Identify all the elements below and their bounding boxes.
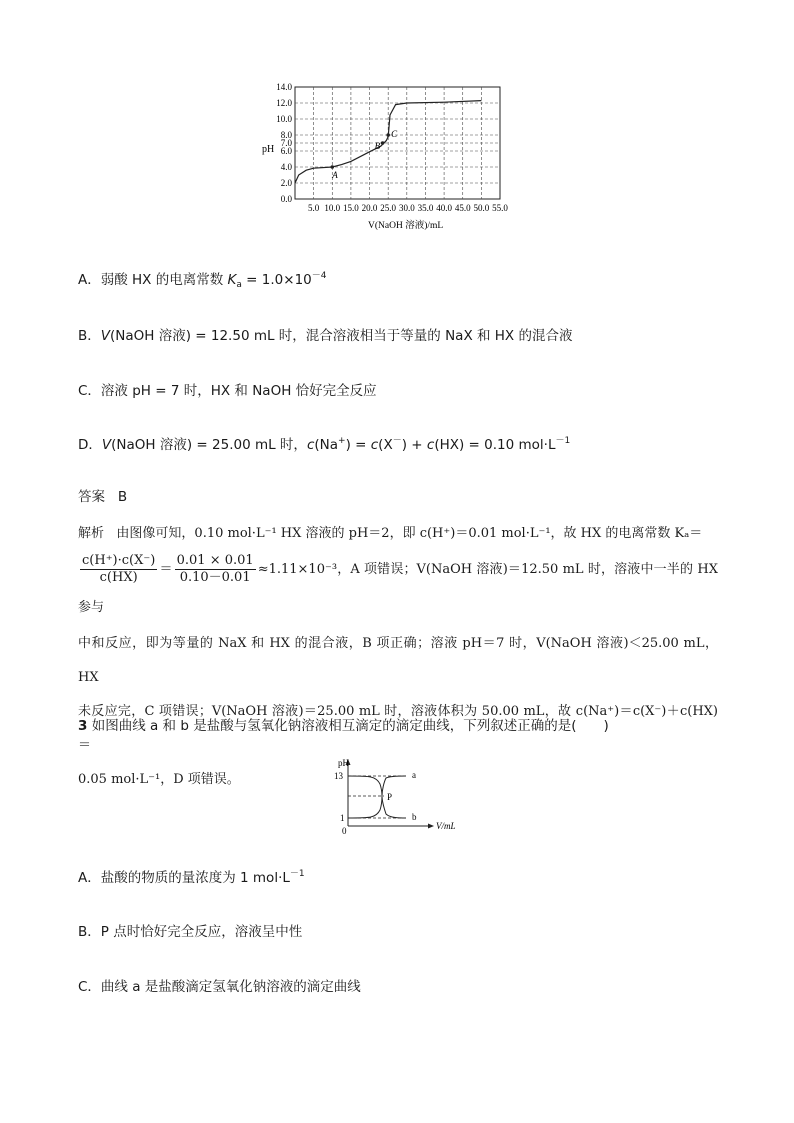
xlabel: V(NaOH 溶液)/mL [368, 221, 444, 231]
answer [78, 485, 127, 505]
tick-13: 13 [334, 771, 343, 781]
q3-option-b: B．P 点时恰好完全反应，溶液呈中性 [78, 924, 303, 940]
option-d-text: ) = [345, 437, 371, 453]
y-tick-label: 7.0 [280, 138, 292, 148]
point-label-c: C [391, 129, 398, 139]
x-tick-label: 30.0 [398, 203, 415, 213]
y-tick-label: 14.0 [276, 82, 292, 92]
x-tick-label: 55.0 [492, 203, 508, 213]
equals-sign: ＝ [159, 562, 173, 577]
x-tick-label: 35.0 [417, 203, 434, 213]
unit-exponent: －1 [555, 436, 571, 446]
point-label-b: B [374, 141, 381, 151]
y-tick-label: 0.0 [280, 194, 292, 204]
charge-sup: + [338, 436, 346, 446]
option-c: C．溶液 pH = 7 时，HX 和 NaOH 恰好完全反应 [78, 383, 377, 399]
volume-symbol: V [101, 437, 112, 453]
fraction-numerator: c(H⁺)·c(X⁻) [82, 553, 156, 568]
option-a-value: = 1.0×10 [241, 272, 312, 288]
xlabel: V/mL [436, 821, 456, 831]
y-tick-label: 2.0 [280, 178, 292, 188]
x-tick-label: 25.0 [380, 203, 397, 213]
analysis-line-4: 未反应完，C 项错误；V(NaOH 溶液)＝25.00 mL 时，溶液体积为 50.00 mL，故 c(Na⁺)＝c(X⁻)＋c(HX)＝ [78, 704, 718, 753]
fraction-numerator: 0.01 × 0.01 [176, 553, 254, 568]
curve-b-label: b [412, 812, 417, 822]
ylabel: pH [338, 758, 349, 768]
point-label-a: A [332, 170, 338, 180]
charge-sup: － [392, 436, 402, 446]
x-tick-label: 20.0 [361, 203, 378, 213]
titration-chart [250, 78, 550, 238]
analysis-line-5: 0.05 mol·L⁻¹，D 项错误。 [78, 772, 240, 787]
option-d-text: (NaOH 溶液) = 25.00 mL 时， [111, 437, 307, 453]
analysis-label: 解析 [78, 526, 105, 541]
option-b-prefix: B． [78, 328, 101, 344]
option-b [78, 324, 572, 344]
curve-a [348, 776, 406, 818]
q3-option-c: C．曲线 a 是盐酸滴定氢氧化钠溶液的滴定曲线 [78, 979, 361, 995]
option-a [78, 268, 326, 290]
y-tick-label: 4.0 [280, 162, 292, 172]
question-text: 如图曲线 a 和 b 是盐酸与氢氧化钠溶液相互滴定的滴定曲线，下列叙述正确的是( ) [87, 718, 609, 734]
option-d-text: (X [378, 437, 393, 453]
analysis-line-1 [78, 517, 718, 551]
ka-fraction [80, 553, 157, 586]
x-tick-label: 40.0 [436, 203, 452, 213]
volume-symbol: V [100, 328, 111, 344]
ka-symbol: K [227, 272, 237, 288]
titration-chart-ab [330, 756, 470, 836]
y-tick-label: 10.0 [276, 114, 292, 124]
option-d-text: (Na [314, 437, 339, 453]
option-b-text: (NaOH 溶液) = 12.50 mL 时，混合溶液相当于等量的 NaX 和 HX 的混合液 [110, 328, 573, 344]
conc-symbol: c [426, 437, 435, 453]
answer-value: B [117, 489, 128, 505]
analysis-line-3: 中和反应，即为等量的 NaX 和 HX 的混合液，B 项正确；溶液 pH＝7 时，V(NaOH 溶液)＜25.00 mL，HX [78, 636, 718, 685]
option-a-text: A．盐酸的物质的量浓度为 1 mol·L [78, 870, 290, 886]
point-c [386, 133, 390, 137]
option-d [78, 433, 570, 453]
conc-symbol: c [306, 437, 315, 453]
analysis-line-2 [78, 551, 718, 627]
analysis [78, 517, 718, 797]
y-tick-label: 8.0 [280, 130, 292, 140]
y-tick-label: 6.0 [280, 146, 292, 156]
point-b [381, 141, 385, 145]
origin-label: 0 [342, 826, 347, 836]
value-fraction [175, 553, 256, 586]
x-tick-label: 5.0 [308, 203, 320, 213]
ylabel-ph: pH [262, 144, 275, 155]
x-tick-label: 10.0 [324, 203, 341, 213]
option-d-text: ) + [401, 437, 427, 453]
x-tick-label: 15.0 [343, 203, 359, 213]
option-a-exponent: －4 [311, 271, 327, 281]
x-axis-arrow [428, 824, 434, 829]
point-p-label: P [387, 792, 393, 802]
ka-subscript: a [236, 280, 242, 290]
unit-exponent: －1 [289, 869, 305, 879]
x-tick-label: 50.0 [473, 203, 490, 213]
q3-option-a [78, 866, 305, 886]
option-d-prefix: D． [78, 437, 102, 453]
fraction-denominator: 0.10－0.01 [179, 570, 251, 585]
analysis-text: ≈1.11×10⁻³，A 项错误；V(NaOH 溶液)＝12.50 mL 时，溶液中一半的 HX 参与 [78, 562, 718, 615]
x-tick-label: 45.0 [454, 203, 471, 213]
curve-b [348, 776, 406, 818]
tick-1: 1 [340, 813, 345, 823]
point-a [330, 165, 334, 169]
question-3-stem [78, 714, 609, 734]
answer-label: 答案 [78, 489, 105, 505]
conc-symbol: c [370, 437, 379, 453]
option-a-text: A．弱酸 HX 的电离常数 [78, 272, 228, 288]
curve-a-label: a [412, 770, 416, 780]
y-tick-label: 12.0 [276, 98, 292, 108]
analysis-text: 由图像可知，0.10 mol·L⁻¹ HX 溶液的 pH＝2，即 c(H⁺)＝0.01 mol·L⁻¹，故 HX 的电离常数 Kₐ＝ [116, 526, 703, 541]
option-d-text: (HX) = 0.10 mol·L [434, 437, 556, 453]
question-number: 3 [78, 718, 88, 734]
fraction-denominator: c(HX) [99, 570, 138, 585]
